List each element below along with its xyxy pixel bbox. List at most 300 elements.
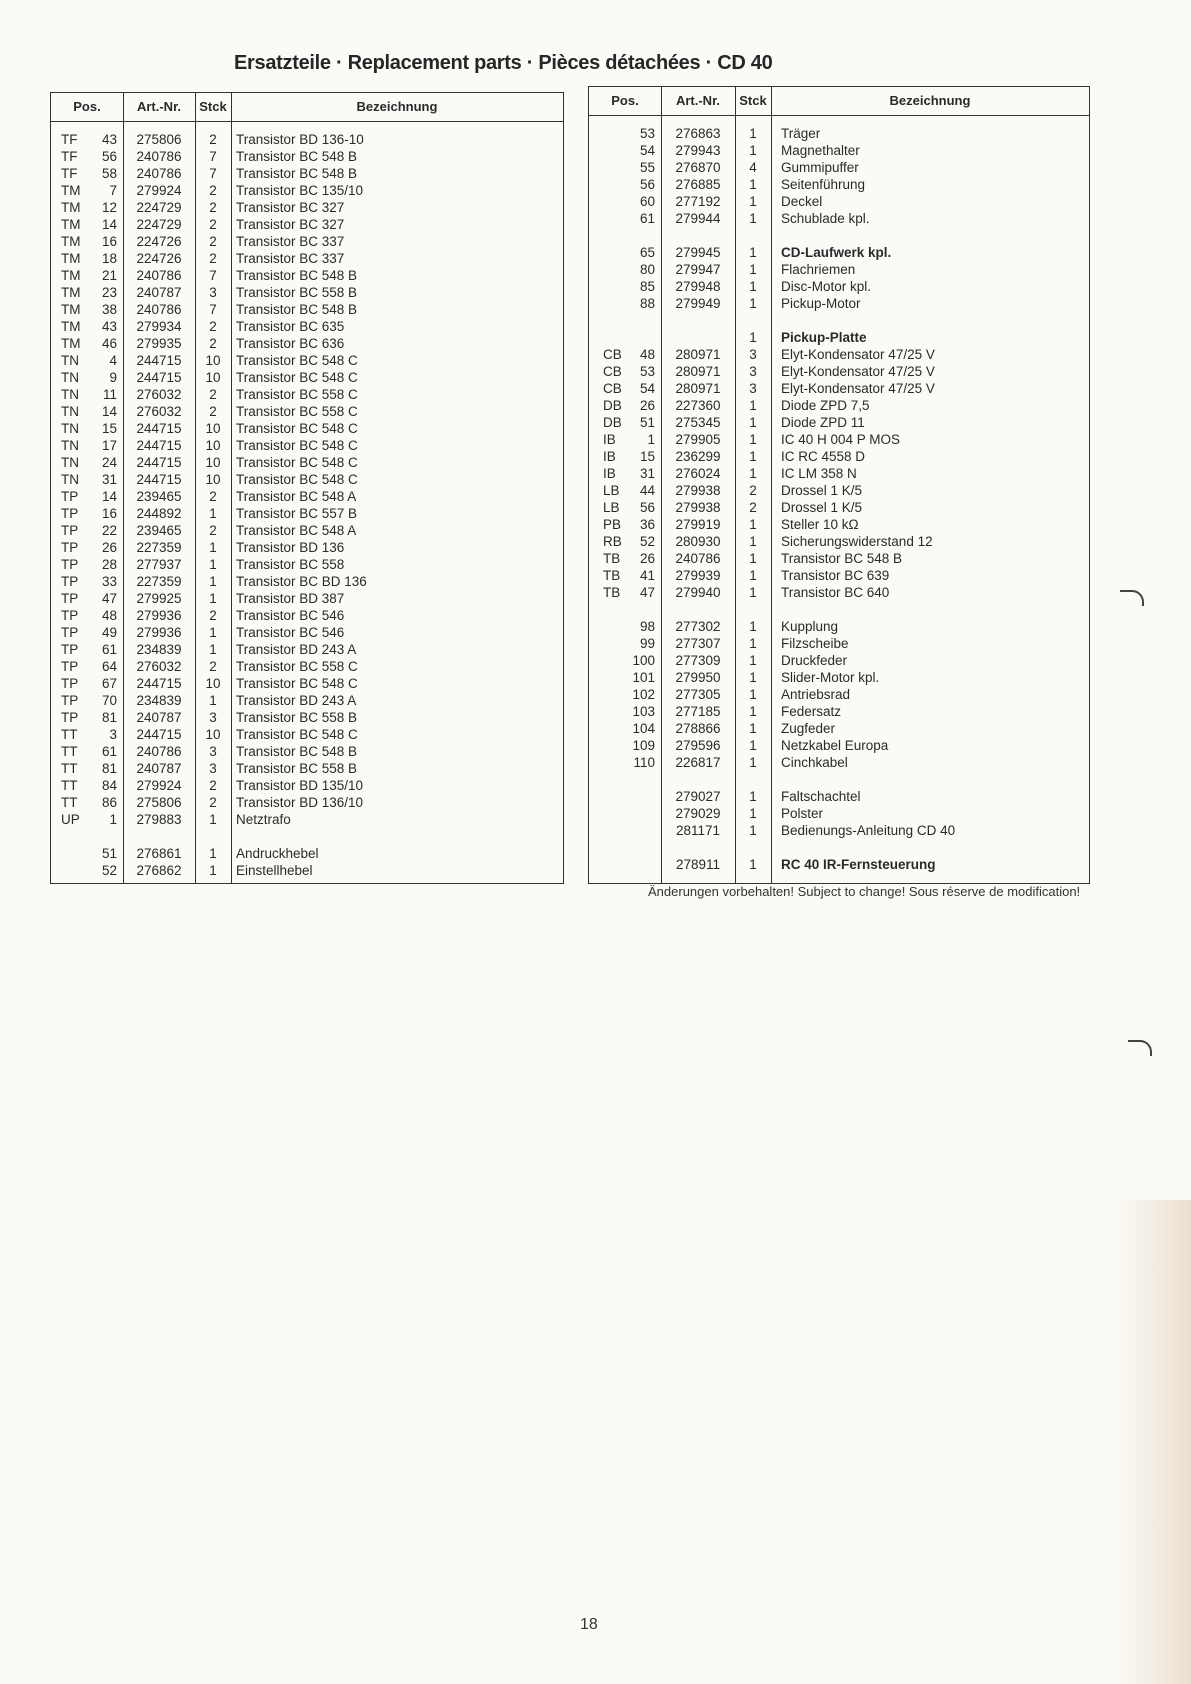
table-row xyxy=(589,839,1089,856)
cell-qty: 10 xyxy=(205,455,221,470)
page-number: 18 xyxy=(580,1616,598,1633)
cell-art-nr: 240786 xyxy=(136,149,182,164)
cell-qty: 2 xyxy=(209,183,217,198)
table-row xyxy=(51,556,563,573)
cell-pos: 51 xyxy=(101,846,117,861)
cell-qty: 1 xyxy=(749,568,757,583)
cell-art-nr: 279939 xyxy=(675,568,721,583)
cell-qty: 1 xyxy=(749,755,757,770)
cell-qty: 10 xyxy=(205,438,221,453)
cell-description: Transistor BC 135/10 xyxy=(236,183,364,198)
header-desc: Bezeichnung xyxy=(889,93,971,108)
cell-pos: TM 23 xyxy=(61,285,117,300)
cell-qty: 7 xyxy=(209,302,217,317)
cell-description: Transistor BC 548 B xyxy=(781,551,903,566)
cell-qty: 1 xyxy=(749,670,757,685)
cell-pos: TN 31 xyxy=(61,472,117,487)
cell-description: RC 40 IR-Fernsteuerung xyxy=(781,857,936,872)
cell-qty: 10 xyxy=(205,353,221,368)
cell-qty: 7 xyxy=(209,268,217,283)
table-row xyxy=(589,312,1089,329)
cell-description: Transistor BD 136 xyxy=(236,540,345,555)
cell-art-nr: 279943 xyxy=(675,143,721,158)
table-row xyxy=(589,567,1089,584)
cell-description: Gummipuffer xyxy=(781,160,859,175)
cell-description: Slider-Motor kpl. xyxy=(781,670,880,685)
cell-art-nr: 244715 xyxy=(136,472,182,487)
cell-qty: 2 xyxy=(209,659,217,674)
cell-art-nr: 279950 xyxy=(675,670,721,685)
cell-pos: TP 14 xyxy=(61,489,117,504)
table-row xyxy=(589,363,1089,380)
cell-pos: 54 xyxy=(639,143,655,158)
cell-pos: TM 21 xyxy=(61,268,117,283)
cell-description: Faltschachtel xyxy=(781,789,861,804)
cell-description: Transistor BC 635 xyxy=(236,319,345,334)
cell-description: Transistor BC 548 B xyxy=(236,268,358,283)
table-row xyxy=(589,227,1089,244)
cell-qty: 1 xyxy=(749,245,757,260)
cell-qty: 1 xyxy=(209,540,217,555)
cell-qty: 1 xyxy=(749,857,757,872)
cell-qty: 7 xyxy=(209,166,217,181)
cell-qty: 1 xyxy=(749,415,757,430)
table-row xyxy=(51,284,563,301)
cell-art-nr: 227360 xyxy=(675,398,721,413)
cell-pos: TP 33 xyxy=(61,574,117,589)
table-row xyxy=(589,516,1089,533)
cell-art-nr: 279925 xyxy=(136,591,182,606)
cell-description: Transistor BC 548 A xyxy=(236,523,357,538)
header-desc: Bezeichnung xyxy=(356,99,438,114)
cell-description: Transistor BC 558 B xyxy=(236,761,358,776)
cell-pos: CB 54 xyxy=(603,381,655,396)
header-art: Art.-Nr. xyxy=(675,93,721,108)
table-row xyxy=(589,431,1089,448)
table-row xyxy=(51,165,563,182)
table-row xyxy=(51,607,563,624)
cell-pos: TF 56 xyxy=(61,149,117,164)
cell-description: Transistor BD 135/10 xyxy=(236,778,364,793)
cell-pos: TP 61 xyxy=(61,642,117,657)
cell-art-nr: 280971 xyxy=(675,381,721,396)
cell-pos: DB 26 xyxy=(603,398,655,413)
cell-description: Magnethalter xyxy=(781,143,860,158)
cell-qty: 1 xyxy=(749,466,757,481)
cell-art-nr: 279919 xyxy=(675,517,721,532)
cell-pos: 53 xyxy=(639,126,655,141)
cell-pos: 85 xyxy=(639,279,655,294)
cell-pos: 56 xyxy=(639,177,655,192)
cell-qty: 1 xyxy=(209,506,217,521)
table-row xyxy=(51,641,563,658)
cell-pos: TT 81 xyxy=(61,761,117,776)
cell-pos: IB 1 xyxy=(603,432,655,447)
table-row xyxy=(589,533,1089,550)
table-row xyxy=(51,267,563,284)
cell-description: Transistor BC 548 C xyxy=(236,421,358,436)
header-qty: Stck xyxy=(199,99,227,114)
table-row xyxy=(589,856,1089,873)
cell-pos: TF 58 xyxy=(61,166,117,181)
table-row xyxy=(51,760,563,777)
cell-description: IC RC 4558 D xyxy=(781,449,866,464)
cell-art-nr: 244715 xyxy=(136,370,182,385)
cell-qty: 10 xyxy=(205,370,221,385)
cell-description: Transistor BC 557 B xyxy=(236,506,358,521)
cell-qty: 2 xyxy=(209,234,217,249)
table-row xyxy=(51,505,563,522)
cell-description: Andruckhebel xyxy=(236,846,319,861)
table-row xyxy=(51,675,563,692)
cell-pos: TP 47 xyxy=(61,591,117,606)
cell-qty: 2 xyxy=(209,489,217,504)
cell-qty: 1 xyxy=(749,823,757,838)
cell-art-nr: 227359 xyxy=(136,574,182,589)
cell-art-nr: 279948 xyxy=(675,279,721,294)
cell-description: Transistor BC 546 xyxy=(236,608,345,623)
cell-qty: 1 xyxy=(749,432,757,447)
cell-art-nr: 224726 xyxy=(136,234,182,249)
cell-pos: 98 xyxy=(639,619,655,634)
cell-description: Antriebsrad xyxy=(781,687,851,702)
cell-pos: TM 12 xyxy=(61,200,117,215)
cell-qty: 1 xyxy=(209,693,217,708)
cell-art-nr: 276870 xyxy=(675,160,721,175)
cell-qty: 2 xyxy=(209,608,217,623)
cell-pos: 104 xyxy=(632,721,655,736)
cell-pos: RB 52 xyxy=(603,534,655,549)
cell-qty: 10 xyxy=(205,727,221,742)
table-row xyxy=(51,845,563,862)
header-qty: Stck xyxy=(739,93,767,108)
table-row xyxy=(51,794,563,811)
cell-art-nr: 279938 xyxy=(675,483,721,498)
table-row xyxy=(51,199,563,216)
cell-art-nr: 277302 xyxy=(675,619,721,634)
cell-art-nr: 224729 xyxy=(136,200,182,215)
cell-art-nr: 244715 xyxy=(136,421,182,436)
cell-qty: 4 xyxy=(749,160,757,175)
cell-qty: 1 xyxy=(749,449,757,464)
cell-qty: 2 xyxy=(749,500,757,515)
cell-art-nr: 240786 xyxy=(136,268,182,283)
cell-description: Träger xyxy=(781,126,821,141)
cell-qty: 3 xyxy=(749,347,757,362)
table-row xyxy=(589,601,1089,618)
table-header xyxy=(51,93,563,122)
table-row xyxy=(589,261,1089,278)
cell-qty: 2 xyxy=(209,387,217,402)
cell-description: Netztrafo xyxy=(236,812,291,827)
table-row xyxy=(51,420,563,437)
table-row xyxy=(589,176,1089,193)
cell-art-nr: 279905 xyxy=(675,432,721,447)
cell-pos: TN 17 xyxy=(61,438,117,453)
cell-pos: TT 86 xyxy=(61,795,117,810)
cell-qty: 1 xyxy=(209,812,217,827)
cell-pos: PB 36 xyxy=(603,517,655,532)
cell-art-nr: 279940 xyxy=(675,585,721,600)
header-pos: Pos. xyxy=(73,99,101,114)
cell-qty: 1 xyxy=(749,177,757,192)
table-row xyxy=(589,295,1089,312)
cell-art-nr: 279936 xyxy=(136,608,182,623)
cell-description: Transistor BC 639 xyxy=(781,568,890,583)
cell-description: Elyt-Kondensator 47/25 V xyxy=(781,381,935,396)
cell-pos: TP 16 xyxy=(61,506,117,521)
table-row xyxy=(51,233,563,250)
cell-description: Druckfeder xyxy=(781,653,848,668)
table-row xyxy=(51,522,563,539)
cell-qty: 1 xyxy=(749,789,757,804)
parts-table-right xyxy=(588,86,1090,884)
cell-pos: 101 xyxy=(632,670,655,685)
cell-art-nr: 279947 xyxy=(675,262,721,277)
table-row xyxy=(589,618,1089,635)
cell-qty: 1 xyxy=(209,574,217,589)
cell-description: CD-Laufwerk kpl. xyxy=(781,245,892,260)
table-row xyxy=(589,193,1089,210)
cell-qty: 10 xyxy=(205,421,221,436)
cell-pos: TP 64 xyxy=(61,659,117,674)
table-row xyxy=(51,437,563,454)
cell-qty: 1 xyxy=(749,296,757,311)
cell-description: Transistor BC 558 B xyxy=(236,285,358,300)
cell-art-nr: 240787 xyxy=(136,285,182,300)
cell-qty: 1 xyxy=(749,211,757,226)
cell-pos: 80 xyxy=(639,262,655,277)
cell-pos: TM 14 xyxy=(61,217,117,232)
table-row xyxy=(51,692,563,709)
cell-pos: TF 43 xyxy=(61,132,117,147)
table-row xyxy=(51,403,563,420)
table-row xyxy=(51,454,563,471)
cell-qty: 3 xyxy=(209,285,217,300)
cell-qty: 2 xyxy=(209,200,217,215)
table-row xyxy=(51,148,563,165)
cell-description: Transistor BC 548 A xyxy=(236,489,357,504)
cell-pos: CB 53 xyxy=(603,364,655,379)
cell-art-nr: 277307 xyxy=(675,636,721,651)
cell-pos: TB 41 xyxy=(603,568,655,583)
cell-art-nr: 276863 xyxy=(675,126,721,141)
cell-description: Transistor BC 558 xyxy=(236,557,345,572)
table-row xyxy=(51,862,563,879)
cell-qty: 2 xyxy=(209,319,217,334)
cell-qty: 1 xyxy=(209,863,217,878)
cell-art-nr: 275806 xyxy=(136,795,182,810)
cell-pos: 100 xyxy=(632,653,655,668)
binder-mark xyxy=(1120,590,1144,606)
cell-qty: 1 xyxy=(749,687,757,702)
cell-pos: TN 11 xyxy=(61,387,117,402)
cell-pos: TP 22 xyxy=(61,523,117,538)
cell-pos: TB 26 xyxy=(603,551,655,566)
cell-art-nr: 240787 xyxy=(136,761,182,776)
page-title: Ersatzteile · Replacement parts · Pièces détachées · CD 40 xyxy=(234,52,773,74)
table-row xyxy=(51,709,563,726)
cell-pos: IB 31 xyxy=(603,466,655,481)
cell-description: Transistor BC 337 xyxy=(236,251,345,266)
cell-description: Transistor BD 387 xyxy=(236,591,345,606)
cell-art-nr: 227359 xyxy=(136,540,182,555)
table-row xyxy=(51,539,563,556)
cell-pos: TT 84 xyxy=(61,778,117,793)
cell-description: Transistor BC 636 xyxy=(236,336,345,351)
cell-pos: 102 xyxy=(632,687,655,702)
table-row xyxy=(51,726,563,743)
cell-qty: 1 xyxy=(749,806,757,821)
cell-art-nr: 234839 xyxy=(136,693,182,708)
cell-art-nr: 276885 xyxy=(675,177,721,192)
cell-qty: 1 xyxy=(749,262,757,277)
table-row xyxy=(589,720,1089,737)
cell-qty: 2 xyxy=(209,217,217,232)
table-row xyxy=(51,352,563,369)
cell-art-nr: 280930 xyxy=(675,534,721,549)
cell-pos: 60 xyxy=(639,194,655,209)
cell-description: Cinchkabel xyxy=(781,755,848,770)
cell-art-nr: 279934 xyxy=(136,319,182,334)
cell-qty: 2 xyxy=(209,778,217,793)
cell-art-nr: 279924 xyxy=(136,183,182,198)
cell-art-nr: 279027 xyxy=(675,789,721,804)
cell-pos: 99 xyxy=(639,636,655,651)
cell-qty: 1 xyxy=(749,330,757,345)
table-row xyxy=(51,811,563,828)
cell-qty: 3 xyxy=(209,710,217,725)
cell-art-nr: 277185 xyxy=(675,704,721,719)
cell-description: Transistor BC 548 C xyxy=(236,438,358,453)
cell-art-nr: 240786 xyxy=(675,551,721,566)
table-row xyxy=(589,482,1089,499)
cell-art-nr: 279883 xyxy=(136,812,182,827)
cell-description: Transistor BD 136/10 xyxy=(236,795,364,810)
cell-art-nr: 234839 xyxy=(136,642,182,657)
cell-art-nr: 276032 xyxy=(136,659,182,674)
cell-art-nr: 240787 xyxy=(136,710,182,725)
table-header xyxy=(589,87,1089,116)
cell-art-nr: 244715 xyxy=(136,455,182,470)
cell-qty: 3 xyxy=(749,364,757,379)
table-row xyxy=(51,573,563,590)
cell-pos: TN 24 xyxy=(61,455,117,470)
cell-pos: TM 46 xyxy=(61,336,117,351)
cell-art-nr: 281171 xyxy=(675,823,721,838)
cell-description: IC LM 358 N xyxy=(781,466,857,481)
cell-description: Schublade kpl. xyxy=(781,211,870,226)
table-row xyxy=(589,822,1089,839)
cell-pos: TT 3 xyxy=(61,727,117,742)
cell-art-nr: 224726 xyxy=(136,251,182,266)
cell-description: Transistor BC 548 C xyxy=(236,370,358,385)
cell-description: Drossel 1 K/5 xyxy=(781,483,863,498)
cell-art-nr: 279935 xyxy=(136,336,182,351)
binder-mark xyxy=(1128,1040,1152,1056)
cell-qty: 7 xyxy=(209,149,217,164)
cell-qty: 1 xyxy=(209,846,217,861)
table-row xyxy=(51,658,563,675)
cell-description: Transistor BC 640 xyxy=(781,585,890,600)
table-row xyxy=(589,737,1089,754)
cell-qty: 10 xyxy=(205,472,221,487)
table-row xyxy=(51,590,563,607)
cell-qty: 2 xyxy=(209,251,217,266)
cell-qty: 2 xyxy=(209,404,217,419)
header-pos: Pos. xyxy=(611,93,639,108)
cell-qty: 1 xyxy=(749,194,757,209)
cell-qty: 3 xyxy=(209,761,217,776)
cell-qty: 1 xyxy=(749,738,757,753)
table-row xyxy=(51,182,563,199)
table-row xyxy=(589,652,1089,669)
cell-description: Kupplung xyxy=(781,619,839,634)
cell-pos: TP 81 xyxy=(61,710,117,725)
table-row xyxy=(589,465,1089,482)
table-row xyxy=(51,250,563,267)
cell-art-nr: 240786 xyxy=(136,744,182,759)
cell-qty: 10 xyxy=(205,676,221,691)
cell-pos: TT 61 xyxy=(61,744,117,759)
cell-description: Drossel 1 K/5 xyxy=(781,500,863,515)
table-row xyxy=(589,686,1089,703)
cell-description: Pickup-Platte xyxy=(781,330,867,345)
header-art: Art.-Nr. xyxy=(136,99,182,114)
cell-art-nr: 277192 xyxy=(675,194,721,209)
cell-description: Sicherungswiderstand 12 xyxy=(781,534,933,549)
cell-qty: 1 xyxy=(209,625,217,640)
cell-pos: 103 xyxy=(632,704,655,719)
cell-art-nr: 244715 xyxy=(136,727,182,742)
cell-qty: 1 xyxy=(749,619,757,634)
cell-qty: 2 xyxy=(209,336,217,351)
cell-pos: 52 xyxy=(101,863,117,878)
cell-description: Transistor BC 337 xyxy=(236,234,345,249)
cell-art-nr: 279938 xyxy=(675,500,721,515)
cell-description: Transistor BC 548 C xyxy=(236,727,358,742)
cell-art-nr: 280971 xyxy=(675,364,721,379)
cell-qty: 1 xyxy=(749,551,757,566)
cell-art-nr: 275806 xyxy=(136,132,182,147)
cell-art-nr: 240786 xyxy=(136,302,182,317)
cell-pos: TN 9 xyxy=(61,370,117,385)
cell-art-nr: 244715 xyxy=(136,676,182,691)
table-row xyxy=(51,131,563,148)
cell-art-nr: 277937 xyxy=(136,557,182,572)
table-row xyxy=(589,210,1089,227)
cell-qty: 1 xyxy=(209,557,217,572)
cell-description: Transistor BD 243 A xyxy=(236,642,357,657)
table-row xyxy=(51,369,563,386)
table-row xyxy=(589,448,1089,465)
cell-qty: 1 xyxy=(749,517,757,532)
cell-qty: 1 xyxy=(749,704,757,719)
cell-description: Transistor BC 558 C xyxy=(236,387,358,402)
cell-description: Pickup-Motor xyxy=(781,296,861,311)
cell-description: Disc-Motor kpl. xyxy=(781,279,872,294)
cell-pos: TB 47 xyxy=(603,585,655,600)
cell-art-nr: 279945 xyxy=(675,245,721,260)
cell-art-nr: 240786 xyxy=(136,166,182,181)
table-row xyxy=(51,386,563,403)
cell-description: Deckel xyxy=(781,194,823,209)
cell-art-nr: 276024 xyxy=(675,466,721,481)
cell-art-nr: 277305 xyxy=(675,687,721,702)
cell-description: Transistor BD 243 A xyxy=(236,693,357,708)
footnote: Änderungen vorbehalten! Subject to change! Sous réserve de modification! xyxy=(648,884,1081,899)
table-row xyxy=(51,318,563,335)
